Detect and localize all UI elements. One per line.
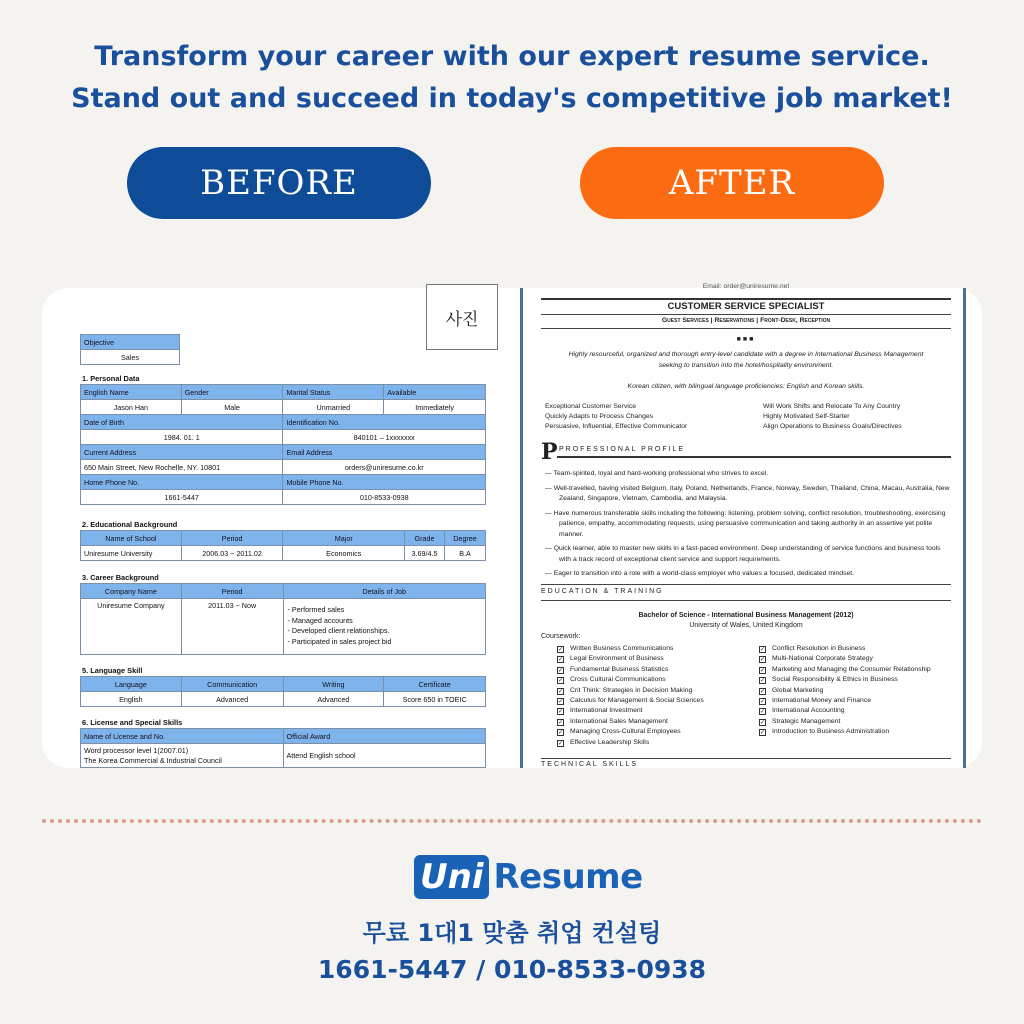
license-line: Word processor level 1(2007.01) [84,746,189,755]
email-line: Email: order@uniresume.net [702,283,790,290]
checkbox-icon: ✓ [760,709,766,716]
cell: Grade [405,531,445,546]
course-text: Marketing and Managing the Consumer Relationship [772,665,931,673]
cell: Identification No. [283,415,486,430]
course-item [557,706,757,716]
cell: Period [181,531,283,546]
language-table [80,676,486,707]
detail-line: - Participated in sales project bid [287,636,392,646]
section-personal: 1. Personal Data [82,374,140,383]
course-item [557,738,757,748]
profile-text: Well-travelled, having visited Belgium, Italy, Poland, Netherlands, France, Norway, Sweden, Thailand, China, Macau, Australia, New Zealand, Singapore, Vietnam, Cambodia, and Malaysia. [553,484,950,502]
skills-left [545,402,745,432]
courses-left [557,644,757,748]
course-item [759,706,959,716]
phone-numbers: 1661-5447 / 010-8533-0938 [317,955,707,984]
checkbox-icon: ✓ [558,719,564,726]
objective-table [80,334,180,365]
coursework-label: Coursework: [541,633,581,640]
checkbox-icon: ✓ [760,678,766,685]
divider [541,298,951,300]
cell: Economics [283,546,405,561]
technical-heading: TECHNICAL SKILLS [541,761,639,768]
before-resume [42,288,512,768]
profile-item: — Eager to transition into a role with a world-class employer who values a focused, dedicated mindset. [545,570,855,577]
skill-item: Exceptional Customer Service [545,403,637,410]
headline [0,36,1024,120]
course-text: International Investment [570,707,643,715]
cell: Current Address [81,445,283,460]
course-text: Strategic Management [772,717,841,725]
cell: 650 Main Street, New Rochelle, NY. 10801 [81,460,283,475]
skill-item: Will Work Shifts and Relocate To Any Country [763,403,901,410]
license-cell [81,744,284,768]
course-item [759,654,959,664]
detail-line: - Developed client relationships. [287,626,390,635]
detail-line: - Performed sales [287,605,345,614]
career-table [80,583,486,655]
checkbox-icon: ✓ [558,678,564,685]
cell: Degree [445,531,486,546]
checkbox-icon: ✓ [558,730,564,737]
detail-line: - Managed accounts [287,615,353,625]
citizen-line: Korean citizen, with bilingual language proficiencies: English and Korean skills. [627,383,865,390]
course-text: Conflict Resolution in Business [772,645,866,652]
section-career: 3. Career Background [82,573,159,582]
skill-item: Quickly Adapts to Process Changes [545,413,654,420]
education-heading: EDUCATION & TRAINING [541,588,664,595]
profile-heading: PROFESSIONAL PROFILE [559,446,686,453]
cell: Score 650 in TOEIC [384,692,486,707]
profile-item: — Team-spirited, loyal and hard-working professional who strives to excel. [545,470,769,477]
course-text: Multi-National Corporate Strategy [772,655,873,663]
cell: Official Award [283,729,485,744]
cell: English Name [81,385,182,400]
course-item [759,686,959,696]
skill-item: Persuasive, Influential, Effective Communicator [545,423,688,430]
checkbox-icon: ✓ [558,709,564,716]
profile-text: Have numerous transferable skills including the following: listening, problem solving, conflict resolution, troubleshooting, exercising patience, empathy, accommodating requests, using persuasive communication and taking authority in an assertive yet polite manner. [553,509,946,538]
course-item [759,644,959,654]
cell: Writing [283,677,384,692]
resume-subtitle: Guest Services | Reservations | Front-Desk, Reception [661,317,831,324]
cell: Unmarried [283,400,384,415]
cell: Mobile Phone No. [283,475,486,490]
cell: Period [181,584,283,599]
photo-box: 사진 [426,284,498,350]
cell: Available [384,385,486,400]
section-education: 2. Educational Background [82,520,178,529]
cell: Email Address [283,445,486,460]
cell: 3.69/4.5 [405,546,445,561]
cell: Uniresume Company [81,599,182,655]
cell: 2006.03 ~ 2011.02 [181,546,283,561]
cell: English [81,692,182,707]
summary: Highly resourceful, organized and thorough entry-level candidate with a degree in International Business Management seeking to transition into the hotel/hospitality environment. [568,351,924,369]
before-label: BEFORE [127,147,431,219]
cell: orders@uniresume.co.kr [283,460,486,475]
course-text: International Sales Management [570,717,668,725]
course-item [557,727,757,737]
cell: 2011.03 ~ Now [181,599,283,655]
after-resume [512,283,982,768]
after-label: AFTER [580,147,884,219]
license-table [80,728,486,768]
courses-right [759,644,959,738]
course-text: Managing Cross-Cultural Employees [570,728,681,736]
course-text: Cross Cultural Communications [570,676,666,684]
divider [541,328,951,329]
checkbox-icon: ✓ [760,688,766,695]
cell: Attend English school [283,744,485,768]
cell: Male [181,400,283,415]
course-item [557,675,757,685]
cell: Immediately [384,400,486,415]
cell: Major [283,531,405,546]
profile-item: — Quick learner, able to master new skills in a fast-paced environment. Deep understanding of service functions and business tools with a track record of exceptional client service and support requirements. [545,545,941,563]
checkbox-icon: ✓ [558,699,564,706]
course-text: Fundamental Business Statistics [570,665,669,673]
cell: 010-8533-0938 [283,490,486,505]
course-item [759,665,959,675]
course-text: Crit Think: Strategies in Decision Making [570,686,693,694]
profile-text: Eager to transition into a role with a world-class employer who values a focused, dedicated mindset. [553,570,855,577]
divider [541,314,951,315]
course-text: Introduction to Business Administration [772,728,890,736]
cell: Date of Birth [81,415,283,430]
degree: Bachelor of Science - International Business Management (2012) [638,612,854,619]
course-item [557,654,757,664]
logo-uni: Uni [414,855,489,899]
course-text: International Money and Finance [772,697,871,705]
resume-title: CUSTOMER SERVICE SPECIALIST [667,301,825,312]
course-text: International Accounting [772,707,845,715]
cell: Company Name [81,584,182,599]
tagline: 무료 1대1 맞춤 취업 컨설팅 [362,919,662,947]
career-details [283,599,485,655]
divider [541,584,951,585]
section-license: 6. License and Special Skills [82,718,183,727]
checkbox-icon: ✓ [760,699,766,706]
cell: Communication [181,677,283,692]
after-resume-body [520,283,966,768]
checkbox-icon: ✓ [760,667,766,674]
cell: Details of Job [283,584,485,599]
course-item [759,675,959,685]
skill-item: Align Operations to Business Goals/Directives [763,423,902,430]
personal-table [80,384,486,505]
section-language: 5. Language Skill [82,666,143,675]
course-item [557,686,757,696]
cell: 1984. 01. 1 [81,430,283,445]
cell: Jason Han [81,400,182,415]
profile-dropcap: P [541,439,558,465]
cell: Advanced [181,692,283,707]
cell: Advanced [283,692,384,707]
course-item [759,727,959,737]
divider [541,758,951,759]
school: University of Wales, United Kingdom [689,622,803,629]
checkbox-icon: ✓ [760,657,766,664]
course-text: Written Business Communications [570,645,674,652]
divider [541,600,951,601]
headline-line-1: Transform your career with our expert resume service. [94,41,930,72]
uniresume-logo [414,855,643,899]
course-item [759,696,959,706]
checkbox-icon: ✓ [558,657,564,664]
cell: Name of License and No. [81,729,284,744]
checkbox-icon: ✓ [760,730,766,737]
profile-list [545,469,951,580]
cell: Certificate [384,677,486,692]
cell: Name of School [81,531,182,546]
course-text: Calculus for Management & Social Sciences [570,697,704,705]
course-text: Effective Leadership Skills [570,738,650,746]
course-item [557,665,757,675]
objective-header: Objective [81,335,180,350]
cell: Gender [181,385,283,400]
skills-right [763,402,963,432]
checkbox-icon: ✓ [558,688,564,695]
dotted-divider [42,819,982,823]
cell: Home Phone No. [81,475,283,490]
profile-item: — Have numerous transferable skills including the following: listening, problem solving, conflict resolution, troubleshooting, exercising patience, empathy, accommodating requests, using persuasive communication and taking authority in an assertive yet polite manner. [545,509,946,538]
checkbox-icon: ✓ [558,647,564,653]
cell: Language [81,677,182,692]
checkbox-icon: ✓ [558,740,564,747]
divider [557,456,951,458]
logo-resume: Resume [493,857,643,897]
headline-line-2: Stand out and succeed in today's competitive job market! [71,83,953,114]
profile-text: Team-spirited, loyal and hard-working professional who strives to excel. [553,470,769,477]
course-text: Legal Environment of Business [570,655,664,663]
dots-icon: ■■■ [736,336,756,343]
profile-text: Quick learner, able to master new skills in a fast-paced environment. Deep understanding of service functions and business tools with a track record of exceptional client service and support requirements. [553,545,941,563]
course-item [557,717,757,727]
course-item [557,644,757,654]
license-line: The Korea Commercial & Industrial Council [84,755,222,765]
cell: 1661-5447 [81,490,283,505]
profile-item: — Well-travelled, having visited Belgium, Italy, Poland, Netherlands, France, Norway, Sweden, Thailand, China, Macau, Australia, New Zealand, Singapore, Vietnam, Cambodia, and Malaysia. [545,484,950,502]
cell: B.A [445,546,486,561]
course-text: Global Marketing [772,686,824,694]
cell: Uniresume University [81,546,182,561]
checkbox-icon: ✓ [558,667,564,674]
course-item [557,696,757,706]
objective-value: Sales [81,350,180,365]
cell: 840101 – 1xxxxxxx [283,430,486,445]
cell: Marital Status [283,385,384,400]
education-table [80,530,486,561]
checkbox-icon: ✓ [760,719,766,726]
course-text: Social Responsibility & Ethics in Business [772,676,898,684]
course-item [759,717,959,727]
checkbox-icon: ✓ [760,647,766,653]
skill-item: Highly Motivated Self-Starter [763,413,850,420]
